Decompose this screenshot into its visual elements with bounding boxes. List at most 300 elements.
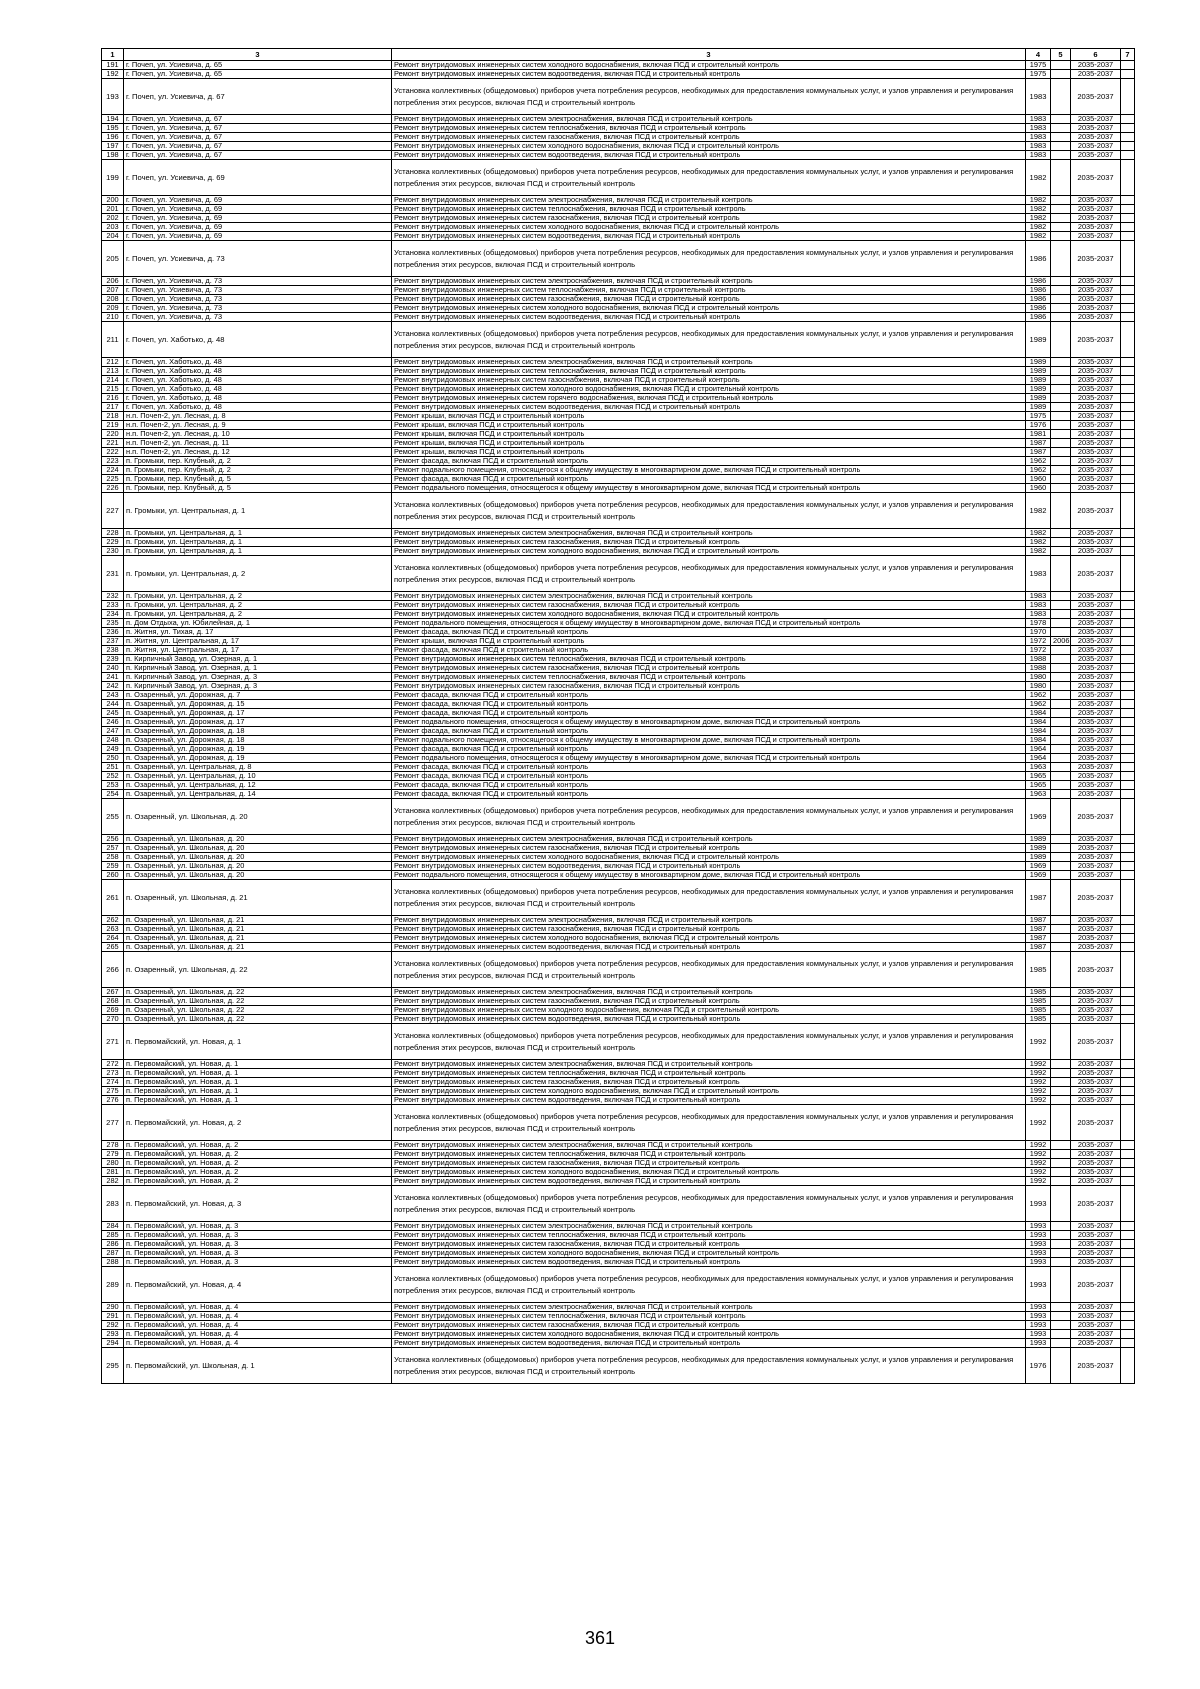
row-work-type: Установка коллективных (общедомовых) приборов учета потребления ресурсов, необходимых для предоставления коммунальных услуг, и узлов управления и регулирования потребления этих ресурсов, включая ПСД и строительный контроль [392, 1186, 1026, 1222]
row-col5 [1051, 556, 1071, 592]
row-col7 [1121, 871, 1135, 880]
row-work-type: Ремонт внутридомовых инженерных систем водоотведения, включая ПСД и строительный контроль [392, 403, 1026, 412]
row-number: 258 [102, 853, 124, 862]
row-col7 [1121, 1060, 1135, 1069]
table-row [102, 1141, 1135, 1150]
row-col7 [1121, 133, 1135, 142]
row-address: п. Громыки, ул. Центральная, д. 1 [124, 493, 392, 529]
row-address: п. Первомайский, ул. Новая, д. 2 [124, 1105, 392, 1141]
row-build-year: 1989 [1026, 403, 1051, 412]
row-address: п. Громыки, ул. Центральная, д. 1 [124, 538, 392, 547]
row-work-type: Ремонт внутридомовых инженерных систем теплоснабжения, включая ПСД и строительный контроль [392, 124, 1026, 133]
row-period: 2035-2037 [1071, 754, 1121, 763]
row-col5 [1051, 619, 1071, 628]
row-work-type: Ремонт внутридомовых инженерных систем водоотведения, включая ПСД и строительный контроль [392, 232, 1026, 241]
row-address: п. Первомайский, ул. Новая, д. 3 [124, 1249, 392, 1258]
row-work-type: Ремонт крыши, включая ПСД и строительный контроль [392, 412, 1026, 421]
row-work-type: Ремонт внутридомовых инженерных систем газоснабжения, включая ПСД и строительный контроль [392, 997, 1026, 1006]
row-period: 2035-2037 [1071, 610, 1121, 619]
row-work-type: Установка коллективных (общедомовых) приборов учета потребления ресурсов, необходимых для предоставления коммунальных услуг, и узлов управления и регулирования потребления этих ресурсов, включая ПСД и строительный контроль [392, 1024, 1026, 1060]
row-work-type: Ремонт фасада, включая ПСД и строительный контроль [392, 457, 1026, 466]
row-col5 [1051, 385, 1071, 394]
table-row [102, 682, 1135, 691]
row-col5 [1051, 529, 1071, 538]
row-build-year: 1983 [1026, 151, 1051, 160]
table-row [102, 871, 1135, 880]
row-col5 [1051, 196, 1071, 205]
row-build-year: 1972 [1026, 646, 1051, 655]
row-build-year: 1989 [1026, 358, 1051, 367]
row-period: 2035-2037 [1071, 601, 1121, 610]
row-build-year: 1989 [1026, 376, 1051, 385]
header-col-3: 3 [392, 49, 1026, 61]
row-build-year: 1986 [1026, 286, 1051, 295]
row-col7 [1121, 538, 1135, 547]
row-address: н.п. Почеп-2, ул. Лесная, д. 12 [124, 448, 392, 457]
row-col5 [1051, 1177, 1071, 1186]
row-build-year: 1984 [1026, 736, 1051, 745]
row-number: 243 [102, 691, 124, 700]
table-row [102, 1240, 1135, 1249]
table-row [102, 1069, 1135, 1078]
table-row [102, 835, 1135, 844]
row-address: г. Почеп, ул. Хаботько, д. 48 [124, 376, 392, 385]
row-address: п. Озаренный, ул. Школьная, д. 20 [124, 844, 392, 853]
row-build-year: 1983 [1026, 79, 1051, 115]
row-period: 2035-2037 [1071, 367, 1121, 376]
row-col7 [1121, 700, 1135, 709]
table-row [102, 1096, 1135, 1105]
row-col5 [1051, 1159, 1071, 1168]
row-build-year: 1964 [1026, 745, 1051, 754]
row-col7 [1121, 799, 1135, 835]
table-row [102, 880, 1135, 916]
row-number: 266 [102, 952, 124, 988]
row-number: 232 [102, 592, 124, 601]
table-row [102, 664, 1135, 673]
row-period: 2035-2037 [1071, 799, 1121, 835]
row-col7 [1121, 376, 1135, 385]
row-period: 2035-2037 [1071, 763, 1121, 772]
row-col7 [1121, 1168, 1135, 1177]
row-address: г. Почеп, ул. Усиевича, д. 65 [124, 61, 392, 70]
row-work-type: Ремонт внутридомовых инженерных систем электроснабжения, включая ПСД и строительный контроль [392, 1303, 1026, 1312]
row-number: 212 [102, 358, 124, 367]
row-col5 [1051, 286, 1071, 295]
row-address: п. Дом Отдыха, ул. Юбилейная, д. 1 [124, 619, 392, 628]
row-col5 [1051, 1006, 1071, 1015]
row-build-year: 1987 [1026, 925, 1051, 934]
table-body [102, 61, 1135, 1384]
row-number: 193 [102, 79, 124, 115]
table-row [102, 1006, 1135, 1015]
row-col7 [1121, 556, 1135, 592]
row-period: 2035-2037 [1071, 772, 1121, 781]
row-col5 [1051, 781, 1071, 790]
row-col7 [1121, 358, 1135, 367]
table-row [102, 160, 1135, 196]
table-row [102, 61, 1135, 70]
row-work-type: Ремонт внутридомовых инженерных систем электроснабжения, включая ПСД и строительный контроль [392, 592, 1026, 601]
row-col7 [1121, 1312, 1135, 1321]
row-col5 [1051, 457, 1071, 466]
row-address: п. Первомайский, ул. Новая, д. 1 [124, 1024, 392, 1060]
row-number: 234 [102, 610, 124, 619]
row-address: п. Первомайский, ул. Новая, д. 1 [124, 1087, 392, 1096]
row-col7 [1121, 1015, 1135, 1024]
row-work-type: Ремонт внутридомовых инженерных систем холодного водоснабжения, включая ПСД и строительный контроль [392, 610, 1026, 619]
row-col7 [1121, 61, 1135, 70]
row-address: п. Озаренный, ул. Школьная, д. 20 [124, 853, 392, 862]
row-address: г. Почеп, ул. Усиевича, д. 65 [124, 70, 392, 79]
row-work-type: Ремонт подвального помещения, относящегося к общему имуществу в многоквартирном доме, включая ПСД и строительный контроль [392, 466, 1026, 475]
row-number: 265 [102, 943, 124, 952]
row-build-year: 1993 [1026, 1222, 1051, 1231]
row-number: 196 [102, 133, 124, 142]
row-work-type: Ремонт внутридомовых инженерных систем холодного водоснабжения, включая ПСД и строительный контроль [392, 142, 1026, 151]
row-work-type: Ремонт внутридомовых инженерных систем электроснабжения, включая ПСД и строительный контроль [392, 1060, 1026, 1069]
row-period: 2035-2037 [1071, 1330, 1121, 1339]
row-period: 2035-2037 [1071, 160, 1121, 196]
row-period: 2035-2037 [1071, 745, 1121, 754]
row-work-type: Ремонт внутридомовых инженерных систем газоснабжения, включая ПСД и строительный контроль [392, 1321, 1026, 1330]
row-col7 [1121, 1024, 1135, 1060]
row-work-type: Ремонт фасада, включая ПСД и строительный контроль [392, 772, 1026, 781]
row-build-year: 1993 [1026, 1321, 1051, 1330]
row-work-type: Ремонт внутридомовых инженерных систем водоотведения, включая ПСД и строительный контроль [392, 70, 1026, 79]
table-row [102, 1150, 1135, 1159]
row-build-year: 1992 [1026, 1159, 1051, 1168]
row-work-type: Установка коллективных (общедомовых) приборов учета потребления ресурсов, необходимых для предоставления коммунальных услуг, и узлов управления и регулирования потребления этих ресурсов, включая ПСД и строительный контроль [392, 160, 1026, 196]
row-work-type: Ремонт внутридомовых инженерных систем газоснабжения, включая ПСД и строительный контроль [392, 376, 1026, 385]
row-address: г. Почеп, ул. Усиевича, д. 67 [124, 133, 392, 142]
row-build-year: 1964 [1026, 754, 1051, 763]
row-number: 224 [102, 466, 124, 475]
header-col-6: 6 [1071, 49, 1121, 61]
row-col7 [1121, 160, 1135, 196]
header-col-1: 1 [102, 49, 124, 61]
row-build-year: 1993 [1026, 1249, 1051, 1258]
row-period: 2035-2037 [1071, 853, 1121, 862]
table-row [102, 1312, 1135, 1321]
row-number: 233 [102, 601, 124, 610]
row-number: 213 [102, 367, 124, 376]
row-col5 [1051, 835, 1071, 844]
row-col7 [1121, 412, 1135, 421]
row-period: 2035-2037 [1071, 79, 1121, 115]
row-address: п. Первомайский, ул. Школьная, д. 1 [124, 1348, 392, 1384]
table-row [102, 1159, 1135, 1168]
row-address: п. Озаренный, ул. Школьная, д. 22 [124, 988, 392, 997]
table-row [102, 223, 1135, 232]
row-col7 [1121, 295, 1135, 304]
row-period: 2035-2037 [1071, 592, 1121, 601]
row-build-year: 1992 [1026, 1087, 1051, 1096]
row-period: 2035-2037 [1071, 412, 1121, 421]
row-col7 [1121, 322, 1135, 358]
row-address: п. Озаренный, ул. Школьная, д. 21 [124, 925, 392, 934]
row-work-type: Ремонт внутридомовых инженерных систем холодного водоснабжения, включая ПСД и строительный контроль [392, 61, 1026, 70]
row-period: 2035-2037 [1071, 1141, 1121, 1150]
row-build-year: 1989 [1026, 322, 1051, 358]
row-build-year: 1992 [1026, 1060, 1051, 1069]
row-work-type: Установка коллективных (общедомовых) приборов учета потребления ресурсов, необходимых для предоставления коммунальных услуг, и узлов управления и регулирования потребления этих ресурсов, включая ПСД и строительный контроль [392, 1267, 1026, 1303]
row-period: 2035-2037 [1071, 655, 1121, 664]
row-period: 2035-2037 [1071, 277, 1121, 286]
row-address: г. Почеп, ул. Хаботько, д. 48 [124, 322, 392, 358]
repair-program-table [101, 48, 1135, 1384]
row-col5 [1051, 1141, 1071, 1150]
row-build-year: 1985 [1026, 1006, 1051, 1015]
row-period: 2035-2037 [1071, 466, 1121, 475]
row-col5 [1051, 799, 1071, 835]
table-row [102, 430, 1135, 439]
row-col7 [1121, 1069, 1135, 1078]
row-address: п. Первомайский, ул. Новая, д. 4 [124, 1330, 392, 1339]
row-build-year: 1986 [1026, 304, 1051, 313]
row-col5 [1051, 547, 1071, 556]
row-col7 [1121, 1240, 1135, 1249]
row-work-type: Ремонт внутридомовых инженерных систем холодного водоснабжения, включая ПСД и строительный контроль [392, 385, 1026, 394]
row-period: 2035-2037 [1071, 682, 1121, 691]
row-build-year: 1984 [1026, 718, 1051, 727]
row-number: 247 [102, 727, 124, 736]
row-col5 [1051, 1186, 1071, 1222]
row-number: 287 [102, 1249, 124, 1258]
row-col7 [1121, 547, 1135, 556]
row-number: 263 [102, 925, 124, 934]
row-address: г. Почеп, ул. Усиевича, д. 69 [124, 205, 392, 214]
row-col5 [1051, 673, 1071, 682]
row-number: 231 [102, 556, 124, 592]
row-work-type: Ремонт внутридомовых инженерных систем газоснабжения, включая ПСД и строительный контроль [392, 844, 1026, 853]
row-build-year: 1988 [1026, 664, 1051, 673]
table-row [102, 556, 1135, 592]
row-build-year: 1982 [1026, 529, 1051, 538]
row-number: 211 [102, 322, 124, 358]
table-row [102, 376, 1135, 385]
row-col5 [1051, 610, 1071, 619]
table-row [102, 529, 1135, 538]
row-col7 [1121, 1141, 1135, 1150]
row-col7 [1121, 79, 1135, 115]
row-work-type: Ремонт фасада, включая ПСД и строительный контроль [392, 709, 1026, 718]
row-work-type: Ремонт внутридомовых инженерных систем газоснабжения, включая ПСД и строительный контроль [392, 1078, 1026, 1087]
row-col7 [1121, 304, 1135, 313]
row-col7 [1121, 241, 1135, 277]
row-col7 [1121, 880, 1135, 916]
row-col7 [1121, 421, 1135, 430]
row-col5 [1051, 1231, 1071, 1240]
row-col7 [1121, 214, 1135, 223]
row-build-year: 1982 [1026, 232, 1051, 241]
row-col7 [1121, 1267, 1135, 1303]
row-col7 [1121, 988, 1135, 997]
row-col7 [1121, 943, 1135, 952]
row-number: 199 [102, 160, 124, 196]
row-work-type: Ремонт внутридомовых инженерных систем электроснабжения, включая ПСД и строительный контроль [392, 1141, 1026, 1150]
row-number: 270 [102, 1015, 124, 1024]
row-build-year: 1986 [1026, 295, 1051, 304]
row-number: 288 [102, 1258, 124, 1267]
row-col5 [1051, 142, 1071, 151]
row-work-type: Ремонт внутридомовых инженерных систем холодного водоснабжения, включая ПСД и строительный контроль [392, 1087, 1026, 1096]
row-address: п. Первомайский, ул. Новая, д. 2 [124, 1168, 392, 1177]
row-period: 2035-2037 [1071, 1096, 1121, 1105]
row-build-year: 1989 [1026, 835, 1051, 844]
row-period: 2035-2037 [1071, 196, 1121, 205]
row-period: 2035-2037 [1071, 493, 1121, 529]
row-period: 2035-2037 [1071, 1069, 1121, 1078]
row-period: 2035-2037 [1071, 1105, 1121, 1141]
row-col5 [1051, 475, 1071, 484]
row-address: п. Громыки, пер. Клубный, д. 5 [124, 475, 392, 484]
row-build-year: 1989 [1026, 394, 1051, 403]
row-address: п. Кирпичный Завод, ул. Озерная, д. 1 [124, 664, 392, 673]
row-col5 [1051, 736, 1071, 745]
row-address: п. Озаренный, ул. Дорожная, д. 18 [124, 727, 392, 736]
row-address: п. Озаренный, ул. Центральная, д. 12 [124, 781, 392, 790]
row-build-year: 1992 [1026, 1096, 1051, 1105]
table-row [102, 736, 1135, 745]
row-number: 261 [102, 880, 124, 916]
row-work-type: Ремонт внутридомовых инженерных систем холодного водоснабжения, включая ПСД и строительный контроль [392, 934, 1026, 943]
row-address: п. Озаренный, ул. Дорожная, д. 19 [124, 745, 392, 754]
header-row [102, 49, 1135, 61]
row-col7 [1121, 385, 1135, 394]
row-build-year: 1982 [1026, 205, 1051, 214]
row-period: 2035-2037 [1071, 727, 1121, 736]
row-work-type: Ремонт фасада, включая ПСД и строительный контроль [392, 727, 1026, 736]
row-col7 [1121, 493, 1135, 529]
row-address: п. Озаренный, ул. Центральная, д. 8 [124, 763, 392, 772]
row-col5 [1051, 1330, 1071, 1339]
row-number: 221 [102, 439, 124, 448]
row-address: п. Озаренный, ул. Школьная, д. 22 [124, 952, 392, 988]
row-period: 2035-2037 [1071, 781, 1121, 790]
row-work-type: Ремонт подвального помещения, относящегося к общему имуществу в многоквартирном доме, включая ПСД и строительный контроль [392, 871, 1026, 880]
row-period: 2035-2037 [1071, 1321, 1121, 1330]
table-row [102, 277, 1135, 286]
row-address: г. Почеп, ул. Усиевича, д. 67 [124, 142, 392, 151]
row-number: 218 [102, 412, 124, 421]
row-col5 [1051, 430, 1071, 439]
row-col5 [1051, 421, 1071, 430]
table-row [102, 448, 1135, 457]
row-work-type: Ремонт внутридомовых инженерных систем холодного водоснабжения, включая ПСД и строительный контроль [392, 304, 1026, 313]
row-work-type: Ремонт внутридомовых инженерных систем теплоснабжения, включая ПСД и строительный контроль [392, 1312, 1026, 1321]
row-work-type: Ремонт внутридомовых инженерных систем водоотведения, включая ПСД и строительный контроль [392, 1339, 1026, 1348]
row-address: п. Озаренный, ул. Центральная, д. 14 [124, 790, 392, 799]
row-work-type: Ремонт внутридомовых инженерных систем газоснабжения, включая ПСД и строительный контроль [392, 214, 1026, 223]
row-col7 [1121, 763, 1135, 772]
row-build-year: 1965 [1026, 772, 1051, 781]
row-number: 207 [102, 286, 124, 295]
table-row [102, 934, 1135, 943]
row-col7 [1121, 151, 1135, 160]
row-period: 2035-2037 [1071, 1303, 1121, 1312]
row-number: 252 [102, 772, 124, 781]
row-address: п. Озаренный, ул. Дорожная, д. 17 [124, 718, 392, 727]
row-work-type: Ремонт внутридомовых инженерных систем холодного водоснабжения, включая ПСД и строительный контроль [392, 853, 1026, 862]
row-work-type: Ремонт фасада, включая ПСД и строительный контроль [392, 790, 1026, 799]
table-row [102, 1024, 1135, 1060]
row-work-type: Установка коллективных (общедомовых) приборов учета потребления ресурсов, необходимых для предоставления коммунальных услуг, и узлов управления и регулирования потребления этих ресурсов, включая ПСД и строительный контроль [392, 322, 1026, 358]
table-row [102, 1303, 1135, 1312]
row-col7 [1121, 844, 1135, 853]
row-address: г. Почеп, ул. Усиевича, д. 67 [124, 115, 392, 124]
row-period: 2035-2037 [1071, 232, 1121, 241]
table-row [102, 1258, 1135, 1267]
row-col7 [1121, 862, 1135, 871]
row-build-year: 1993 [1026, 1231, 1051, 1240]
row-number: 229 [102, 538, 124, 547]
row-address: г. Почеп, ул. Усиевича, д. 73 [124, 277, 392, 286]
table-row [102, 133, 1135, 142]
row-number: 206 [102, 277, 124, 286]
row-col7 [1121, 790, 1135, 799]
row-address: п. Громыки, ул. Центральная, д. 2 [124, 556, 392, 592]
row-period: 2035-2037 [1071, 358, 1121, 367]
row-address: п. Первомайский, ул. Новая, д. 4 [124, 1267, 392, 1303]
row-period: 2035-2037 [1071, 142, 1121, 151]
row-period: 2035-2037 [1071, 997, 1121, 1006]
row-work-type: Ремонт подвального помещения, относящегося к общему имуществу в многоквартирном доме, включая ПСД и строительный контроль [392, 754, 1026, 763]
row-col7 [1121, 70, 1135, 79]
row-address: г. Почеп, ул. Хаботько, д. 48 [124, 394, 392, 403]
row-address: п. Громыки, ул. Центральная, д. 1 [124, 547, 392, 556]
row-build-year: 1963 [1026, 763, 1051, 772]
header-col-5: 5 [1051, 49, 1071, 61]
row-address: г. Почеп, ул. Усиевича, д. 73 [124, 304, 392, 313]
table-row [102, 142, 1135, 151]
row-number: 204 [102, 232, 124, 241]
row-number: 235 [102, 619, 124, 628]
table-row [102, 673, 1135, 682]
table-row [102, 862, 1135, 871]
table-row [102, 925, 1135, 934]
table-row [102, 547, 1135, 556]
row-number: 220 [102, 430, 124, 439]
table-row [102, 988, 1135, 997]
row-number: 217 [102, 403, 124, 412]
row-period: 2035-2037 [1071, 385, 1121, 394]
row-build-year: 1993 [1026, 1267, 1051, 1303]
row-address: г. Почеп, ул. Усиевича, д. 67 [124, 79, 392, 115]
row-address: п. Озаренный, ул. Школьная, д. 21 [124, 934, 392, 943]
row-work-type: Ремонт внутридомовых инженерных систем электроснабжения, включая ПСД и строительный контроль [392, 1222, 1026, 1231]
row-col5 [1051, 115, 1071, 124]
row-address: п. Озаренный, ул. Дорожная, д. 15 [124, 700, 392, 709]
row-col7 [1121, 754, 1135, 763]
row-col5 [1051, 61, 1071, 70]
row-period: 2035-2037 [1071, 61, 1121, 70]
row-period: 2035-2037 [1071, 547, 1121, 556]
row-address: г. Почеп, ул. Хаботько, д. 48 [124, 403, 392, 412]
row-number: 283 [102, 1186, 124, 1222]
row-period: 2035-2037 [1071, 1348, 1121, 1384]
table-row [102, 790, 1135, 799]
row-col5 [1051, 232, 1071, 241]
row-number: 210 [102, 313, 124, 322]
row-period: 2035-2037 [1071, 295, 1121, 304]
row-build-year: 1960 [1026, 484, 1051, 493]
row-work-type: Ремонт внутридомовых инженерных систем теплоснабжения, включая ПСД и строительный контроль [392, 367, 1026, 376]
table-row [102, 412, 1135, 421]
row-col5 [1051, 727, 1071, 736]
row-col5 [1051, 358, 1071, 367]
row-work-type: Ремонт внутридомовых инженерных систем электроснабжения, включая ПСД и строительный контроль [392, 835, 1026, 844]
